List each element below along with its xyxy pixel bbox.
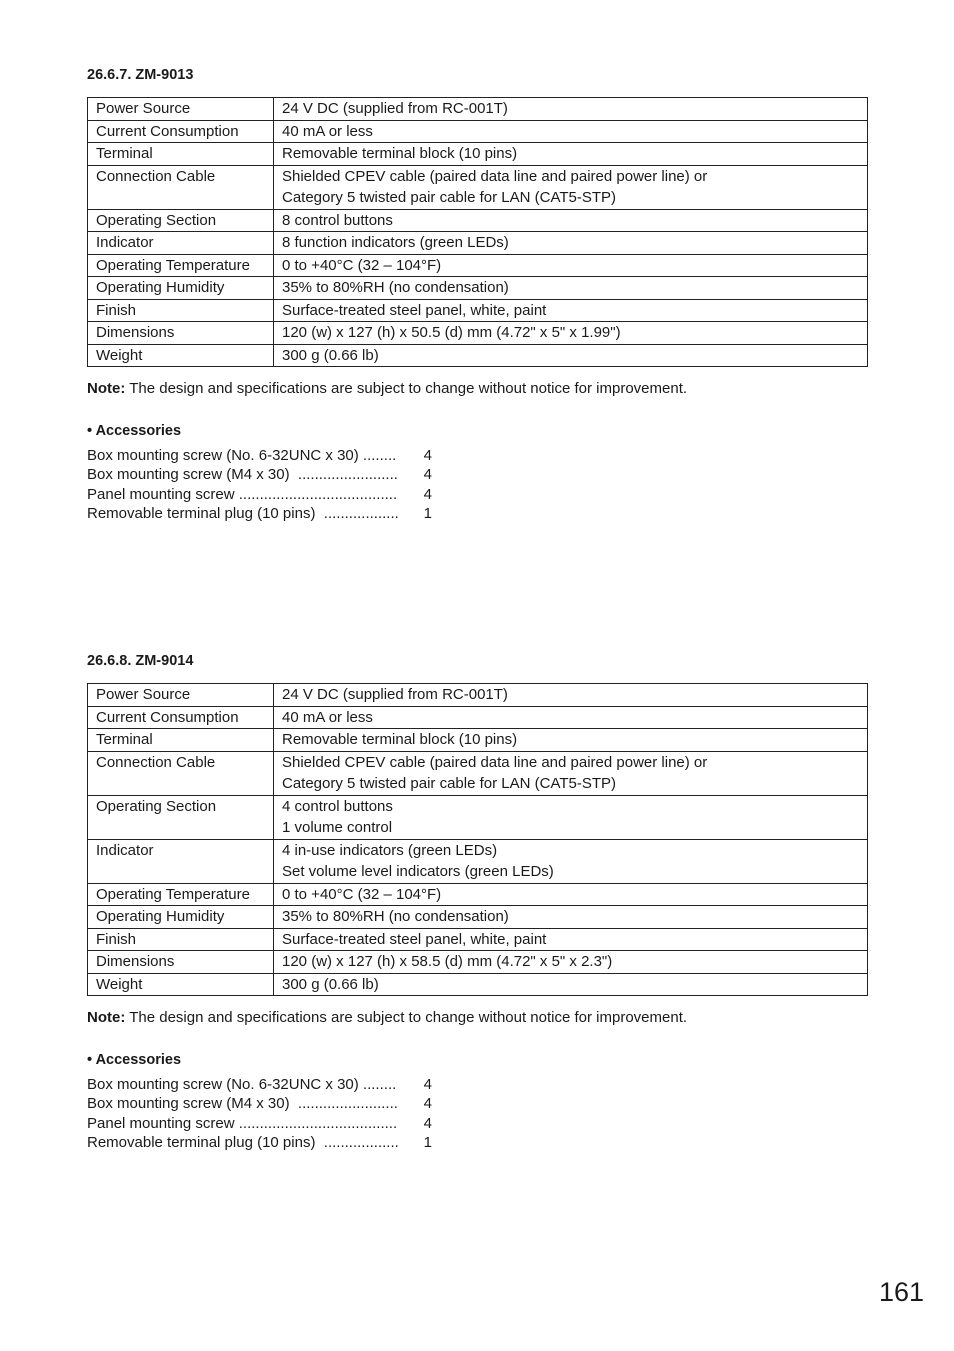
spec-value [274, 906, 868, 929]
spec-row [88, 232, 868, 255]
accessory-leader: .................. [315, 504, 399, 522]
spec-value [274, 98, 868, 121]
spec-value-line: Surface-treated steel panel, white, paint [282, 301, 547, 319]
accessories-list [87, 446, 432, 523]
spec-value-line: Category 5 twisted pair cable for LAN (CAT5-STP) [282, 189, 617, 206]
accessory-item [87, 1075, 432, 1094]
accessory-qty: 4 [423, 1076, 432, 1093]
accessory-leader: ........................ [289, 466, 398, 484]
spec-row [88, 299, 868, 322]
spec-table-body [88, 98, 868, 367]
spec-row [88, 883, 868, 906]
spec-label: Operating Section [88, 795, 274, 839]
spec-row [88, 951, 868, 974]
spec-value-line: Removable terminal block (10 pins) [282, 731, 518, 748]
spec-label: Weight [88, 973, 274, 996]
note-text: The design and specifications are subject to change without notice for improvement. [125, 380, 688, 397]
spec-value [274, 322, 868, 345]
spec-value [274, 344, 868, 367]
accessory-qty: 1 [423, 1133, 432, 1151]
accessory-leader: ...................................... [234, 1114, 398, 1132]
spec-value [274, 751, 868, 795]
spec-label: Connection Cable [88, 165, 274, 209]
spec-value-line: 0 to +40°C (32 – 104°F) [282, 885, 442, 903]
spec-value [274, 706, 868, 729]
spec-label: Operating Humidity [88, 906, 274, 929]
spec-row [88, 277, 868, 300]
spec-value-line: Shielded CPEV cable (paired data line and paired power line) or [282, 167, 708, 185]
spec-row [88, 165, 868, 209]
accessory-item [87, 1133, 432, 1152]
spec-label: Power Source [88, 98, 274, 121]
spec-table [87, 683, 868, 996]
note [87, 1008, 868, 1028]
spec-label: Operating Section [88, 209, 274, 232]
spec-row [88, 120, 868, 143]
spec-value-line: Category 5 twisted pair cable for LAN (CAT5-STP) [282, 775, 617, 792]
accessory-item [87, 504, 432, 523]
spec-value [274, 839, 868, 883]
accessory-name: Panel mounting screw [87, 485, 235, 503]
section-heading: 26.6.8. ZM-9014 [87, 653, 194, 669]
accessory-item [87, 1094, 432, 1113]
accessory-item [87, 465, 432, 484]
spec-value-line: 4 control buttons [282, 797, 393, 815]
spec-label: Terminal [88, 729, 274, 752]
spec-table-body [88, 684, 868, 996]
accessory-item [87, 446, 432, 465]
spec-value-line: 1 volume control [282, 819, 393, 836]
accessory-name: Box mounting screw (No. 6-32UNC x 30) [87, 447, 359, 464]
spec-row [88, 795, 868, 839]
spec-label: Current Consumption [88, 706, 274, 729]
spec-value [274, 928, 868, 951]
accessory-item [87, 485, 432, 504]
accessory-name: Box mounting screw (M4 x 30) [87, 466, 290, 484]
spec-label: Dimensions [88, 951, 274, 974]
page-number: 161 [878, 1277, 924, 1307]
spec-row [88, 706, 868, 729]
note-label: Note: [87, 380, 126, 397]
spec-row [88, 839, 868, 883]
spec-label: Connection Cable [88, 751, 274, 795]
spec-label: Dimensions [88, 322, 274, 345]
accessory-item [87, 1114, 432, 1133]
spec-table [87, 97, 868, 367]
spec-value [274, 299, 868, 322]
spec-value [274, 209, 868, 232]
accessory-name: Panel mounting screw [87, 1114, 235, 1132]
spec-value [274, 951, 868, 974]
spec-row [88, 729, 868, 752]
spec-value-line: Removable terminal block (10 pins) [282, 145, 518, 162]
spec-row [88, 684, 868, 707]
spec-row [88, 143, 868, 166]
accessory-leader: .................. [315, 1133, 399, 1151]
accessory-name: Box mounting screw (M4 x 30) [87, 1095, 290, 1113]
spec-value-line: 24 V DC (supplied from RC-001T) [282, 686, 508, 703]
spec-row [88, 751, 868, 795]
spec-value-line: Set volume level indicators (green LEDs) [282, 863, 554, 880]
accessory-leader: ........ [358, 1076, 397, 1093]
spec-value [274, 254, 868, 277]
spec-value-line: 8 control buttons [282, 211, 393, 229]
spec-value-line: 300 g (0.66 lb) [282, 346, 379, 364]
spec-value [274, 729, 868, 752]
note-text: The design and specifications are subject to change without notice for improvement. [125, 1009, 688, 1026]
spec-value-line: 0 to +40°C (32 – 104°F) [282, 256, 442, 274]
note-label: Note: [87, 1009, 126, 1026]
accessories-title: • Accessories [87, 423, 182, 439]
spec-row [88, 344, 868, 367]
spec-value-line: 35% to 80%RH (no condensation) [282, 908, 509, 925]
spec-label: Power Source [88, 684, 274, 707]
spec-section-zm-9014 [87, 652, 868, 1152]
spec-value-line: Shielded CPEV cable (paired data line and paired power line) or [282, 753, 708, 771]
spec-section-zm-9013 [87, 66, 868, 523]
accessory-leader: ........................ [289, 1095, 398, 1113]
spec-value [274, 277, 868, 300]
accessory-leader: ........ [358, 447, 397, 464]
spec-label: Current Consumption [88, 120, 274, 143]
spec-label: Operating Humidity [88, 277, 274, 300]
accessory-qty: 4 [423, 447, 432, 464]
spec-label: Indicator [88, 232, 274, 255]
spec-label: Operating Temperature [88, 254, 274, 277]
spec-value-line: Surface-treated steel panel, white, paint [282, 930, 547, 948]
accessory-qty: 4 [423, 485, 432, 503]
spec-label: Weight [88, 344, 274, 367]
spec-value-line: 120 (w) x 127 (h) x 58.5 (d) mm (4.72" x 5" x 2.3") [282, 953, 613, 970]
accessory-qty: 1 [423, 504, 432, 522]
spec-label: Terminal [88, 143, 274, 166]
spec-row [88, 906, 868, 929]
accessory-name: Removable terminal plug (10 pins) [87, 1133, 316, 1151]
spec-label: Indicator [88, 839, 274, 883]
spec-row [88, 254, 868, 277]
spec-value [274, 973, 868, 996]
spec-value-line: 8 function indicators (green LEDs) [282, 234, 509, 251]
spec-row [88, 928, 868, 951]
spec-value-line: 24 V DC (supplied from RC-001T) [282, 100, 508, 117]
spec-value-line: 35% to 80%RH (no condensation) [282, 279, 509, 296]
spec-value [274, 143, 868, 166]
accessory-leader: ...................................... [234, 485, 398, 503]
accessories-title: • Accessories [87, 1052, 182, 1068]
note [87, 379, 868, 399]
spec-row [88, 322, 868, 345]
spec-value-line: 40 mA or less [282, 122, 373, 140]
spec-value-line: 300 g (0.66 lb) [282, 975, 379, 993]
spec-row [88, 973, 868, 996]
accessory-qty: 4 [423, 1114, 432, 1132]
spec-value [274, 883, 868, 906]
spec-value-line: 120 (w) x 127 (h) x 50.5 (d) mm (4.72" x 5" x 1.99") [282, 324, 621, 341]
accessory-qty: 4 [423, 466, 432, 484]
accessory-name: Box mounting screw (No. 6-32UNC x 30) [87, 1076, 359, 1093]
spec-value [274, 684, 868, 707]
spec-value [274, 232, 868, 255]
section-heading: 26.6.7. ZM-9013 [87, 67, 194, 83]
spec-label: Finish [88, 299, 274, 322]
spec-label: Finish [88, 928, 274, 951]
accessories-list [87, 1075, 432, 1152]
spec-value [274, 120, 868, 143]
spec-value-line: 40 mA or less [282, 708, 373, 726]
spec-value-line: 4 in-use indicators (green LEDs) [282, 841, 498, 859]
spec-value [274, 795, 868, 839]
accessory-qty: 4 [423, 1095, 432, 1113]
spec-value [274, 165, 868, 209]
spec-row [88, 209, 868, 232]
accessory-name: Removable terminal plug (10 pins) [87, 504, 316, 522]
spec-row [88, 98, 868, 121]
spec-label: Operating Temperature [88, 883, 274, 906]
